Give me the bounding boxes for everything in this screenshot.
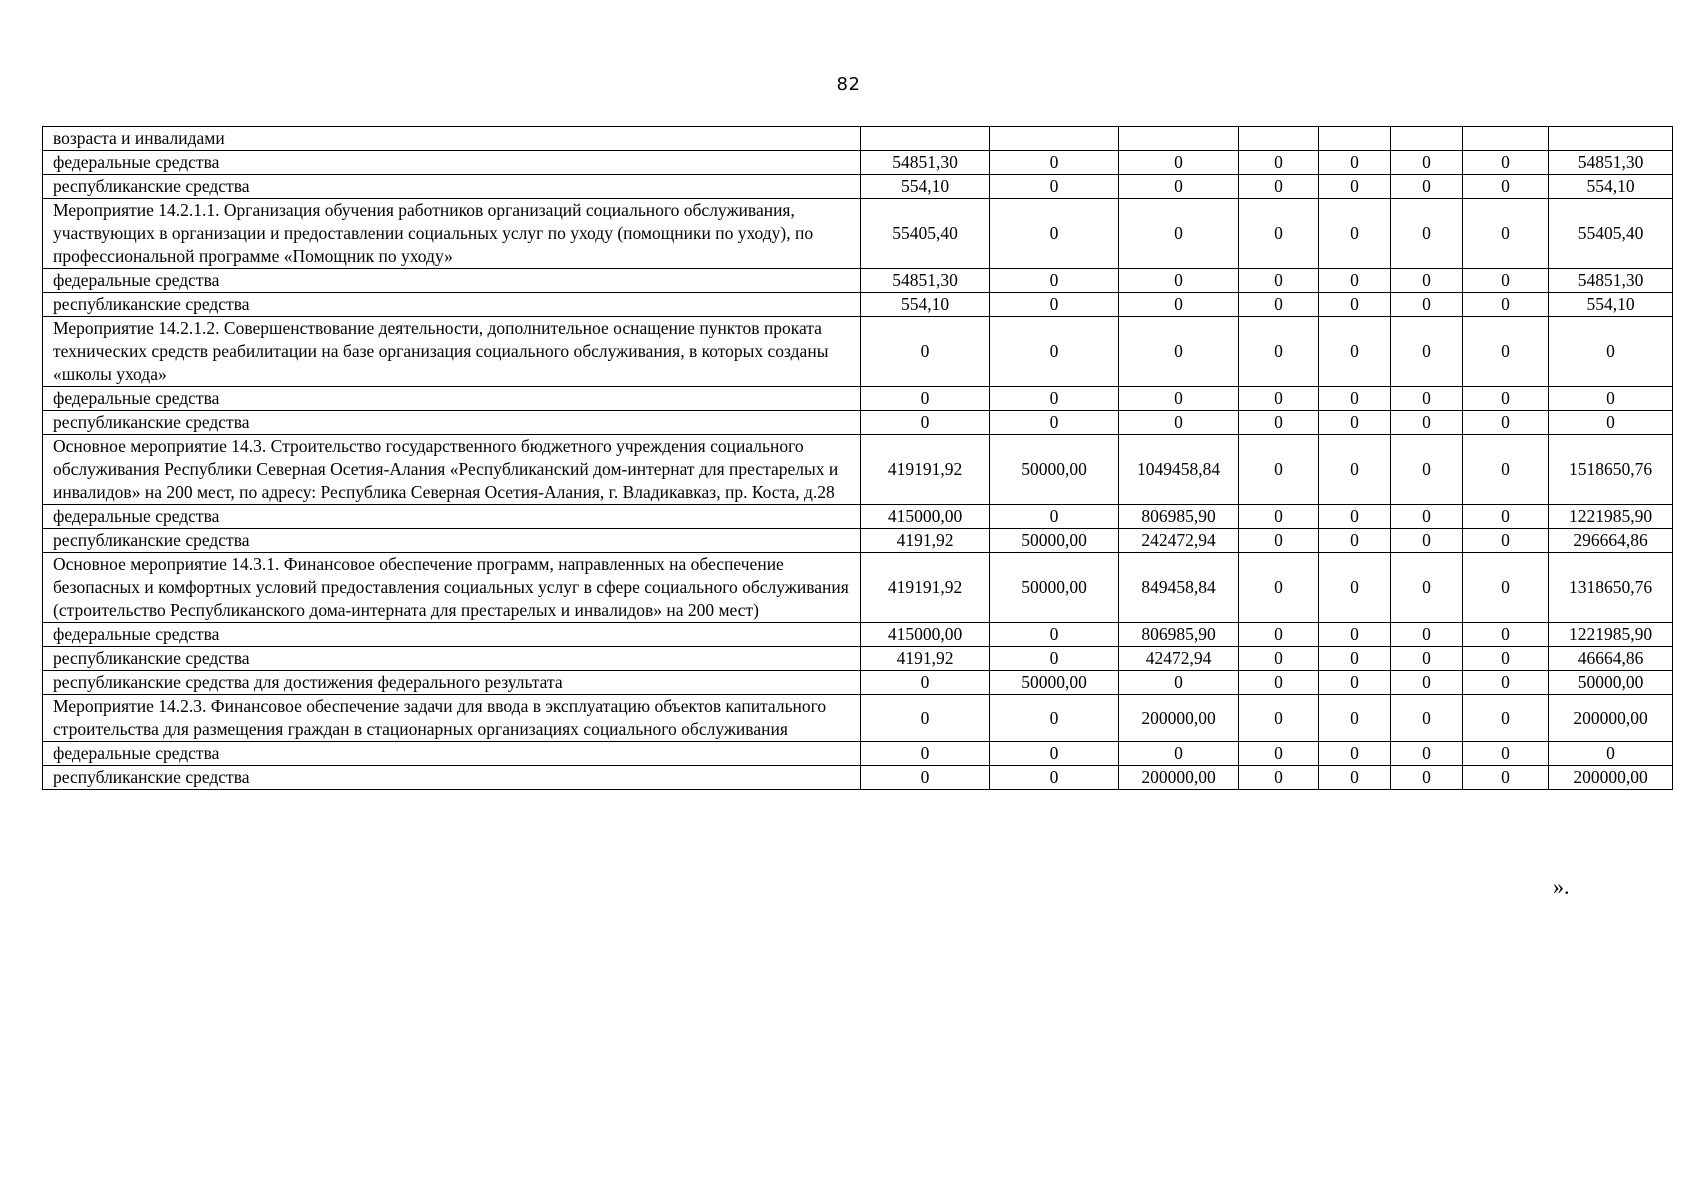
row-value: 0 — [990, 151, 1119, 175]
row-value: 0 — [990, 293, 1119, 317]
row-value: 0 — [1239, 269, 1319, 293]
row-value: 0 — [1319, 317, 1391, 387]
row-value: 0 — [1463, 766, 1549, 790]
row-value — [861, 127, 990, 151]
page-number: 82 — [836, 74, 861, 95]
row-value: 0 — [1463, 151, 1549, 175]
row-value: 0 — [1391, 529, 1463, 553]
row-value: 55405,40 — [861, 199, 990, 269]
row-value: 0 — [1549, 742, 1673, 766]
row-value: 0 — [1391, 553, 1463, 623]
row-value — [1319, 127, 1391, 151]
row-value: 1221985,90 — [1549, 623, 1673, 647]
row-value: 1318650,76 — [1549, 553, 1673, 623]
row-value: 0 — [1239, 766, 1319, 790]
row-value: 0 — [1239, 553, 1319, 623]
row-label: Основное мероприятие 14.3.1. Финансовое обеспечение программ, направленных на обеспечение безопасных и комфортных условий предоставления социальных услуг в сфере социального обслуживания (строительство Республиканского дома-интерната для престарелых и инвалидов» на 200 мест) — [43, 553, 861, 623]
row-value: 0 — [861, 387, 990, 411]
row-value: 0 — [1319, 695, 1391, 742]
row-value: 0 — [1549, 317, 1673, 387]
row-value: 0 — [1391, 623, 1463, 647]
row-value — [1119, 127, 1239, 151]
closing-quote-mark: ». — [1553, 874, 1570, 899]
row-value: 0 — [1463, 529, 1549, 553]
row-value: 0 — [861, 742, 990, 766]
table-row — [43, 671, 1673, 695]
row-value: 0 — [1319, 553, 1391, 623]
row-value: 0 — [1391, 671, 1463, 695]
row-label: федеральные средства — [43, 505, 861, 529]
row-value: 42472,94 — [1119, 647, 1239, 671]
row-value: 0 — [1319, 199, 1391, 269]
row-value: 0 — [1239, 199, 1319, 269]
row-value — [1239, 127, 1319, 151]
row-value: 849458,84 — [1119, 553, 1239, 623]
row-value: 0 — [1463, 671, 1549, 695]
row-value: 0 — [1463, 387, 1549, 411]
row-value: 200000,00 — [1119, 695, 1239, 742]
table-body — [43, 127, 1673, 790]
table-row — [43, 742, 1673, 766]
row-value: 0 — [1119, 742, 1239, 766]
row-value: 46664,86 — [1549, 647, 1673, 671]
row-value: 50000,00 — [990, 671, 1119, 695]
row-value: 0 — [1391, 269, 1463, 293]
row-value: 1518650,76 — [1549, 435, 1673, 505]
row-label: республиканские средства — [43, 529, 861, 553]
row-value: 0 — [1119, 387, 1239, 411]
row-value: 0 — [1391, 317, 1463, 387]
row-label: федеральные средства — [43, 387, 861, 411]
row-value: 0 — [1391, 293, 1463, 317]
row-value: 0 — [990, 647, 1119, 671]
row-value: 0 — [861, 766, 990, 790]
row-value: 0 — [1319, 647, 1391, 671]
row-label: возраста и инвалидами — [43, 127, 861, 151]
row-value: 0 — [1391, 435, 1463, 505]
row-value: 0 — [1239, 293, 1319, 317]
row-label: республиканские средства для достижения федерального результата — [43, 671, 861, 695]
row-value: 200000,00 — [1549, 766, 1673, 790]
row-value: 0 — [1239, 742, 1319, 766]
row-value: 0 — [1391, 695, 1463, 742]
row-value: 55405,40 — [1549, 199, 1673, 269]
row-value: 0 — [1239, 671, 1319, 695]
row-value: 0 — [1119, 411, 1239, 435]
row-value: 0 — [1319, 529, 1391, 553]
row-value: 0 — [1319, 293, 1391, 317]
row-value: 0 — [1119, 671, 1239, 695]
row-value: 0 — [990, 505, 1119, 529]
row-value: 0 — [1239, 695, 1319, 742]
row-value: 50000,00 — [990, 529, 1119, 553]
row-value: 0 — [1239, 529, 1319, 553]
row-value: 0 — [1463, 411, 1549, 435]
row-value: 296664,86 — [1549, 529, 1673, 553]
row-value: 0 — [1391, 647, 1463, 671]
row-value: 0 — [1119, 269, 1239, 293]
row-value: 0 — [1239, 647, 1319, 671]
row-value: 54851,30 — [1549, 151, 1673, 175]
row-value: 0 — [1319, 435, 1391, 505]
row-value: 0 — [1463, 553, 1549, 623]
row-value: 0 — [1463, 269, 1549, 293]
row-value: 554,10 — [861, 293, 990, 317]
row-value — [1549, 127, 1673, 151]
table-row — [43, 766, 1673, 790]
row-value: 0 — [1391, 505, 1463, 529]
table-row — [43, 151, 1673, 175]
row-value: 50000,00 — [990, 553, 1119, 623]
row-value: 200000,00 — [1119, 766, 1239, 790]
row-value: 200000,00 — [1549, 695, 1673, 742]
row-value: 0 — [1319, 742, 1391, 766]
row-value: 0 — [1319, 151, 1391, 175]
table-row — [43, 529, 1673, 553]
row-value: 0 — [861, 671, 990, 695]
row-label: республиканские средства — [43, 766, 861, 790]
row-value: 0 — [1391, 742, 1463, 766]
table-row — [43, 623, 1673, 647]
row-value — [990, 127, 1119, 151]
row-value: 419191,92 — [861, 553, 990, 623]
row-value: 554,10 — [1549, 175, 1673, 199]
row-label: федеральные средства — [43, 623, 861, 647]
row-value: 0 — [1549, 411, 1673, 435]
row-value: 54851,30 — [861, 269, 990, 293]
row-value: 0 — [1239, 175, 1319, 199]
row-value: 54851,30 — [1549, 269, 1673, 293]
row-value: 0 — [1463, 199, 1549, 269]
row-value: 0 — [1239, 411, 1319, 435]
table-row — [43, 647, 1673, 671]
row-value: 4191,92 — [861, 529, 990, 553]
row-label: республиканские средства — [43, 175, 861, 199]
row-value: 0 — [1239, 387, 1319, 411]
row-value: 0 — [1119, 199, 1239, 269]
row-value: 0 — [1319, 269, 1391, 293]
row-value: 0 — [1239, 435, 1319, 505]
table-row — [43, 695, 1673, 742]
row-value: 0 — [861, 317, 990, 387]
row-value: 0 — [1119, 175, 1239, 199]
row-value: 0 — [1463, 435, 1549, 505]
row-value: 0 — [1391, 175, 1463, 199]
row-value: 0 — [990, 269, 1119, 293]
row-value: 50000,00 — [1549, 671, 1673, 695]
row-value: 0 — [990, 742, 1119, 766]
row-value: 0 — [1391, 199, 1463, 269]
row-value: 0 — [1391, 411, 1463, 435]
row-value: 0 — [1319, 411, 1391, 435]
row-value: 0 — [1391, 387, 1463, 411]
row-value: 0 — [1463, 317, 1549, 387]
row-value: 0 — [990, 766, 1119, 790]
row-value: 806985,90 — [1119, 623, 1239, 647]
row-label: республиканские средства — [43, 411, 861, 435]
row-value: 0 — [1391, 151, 1463, 175]
table-row — [43, 387, 1673, 411]
row-value: 0 — [1239, 623, 1319, 647]
row-value: 0 — [1319, 623, 1391, 647]
row-value: 0 — [1319, 505, 1391, 529]
row-value: 1221985,90 — [1549, 505, 1673, 529]
row-value: 0 — [861, 411, 990, 435]
row-value: 419191,92 — [861, 435, 990, 505]
table-row — [43, 505, 1673, 529]
row-value: 0 — [1239, 317, 1319, 387]
row-value — [1463, 127, 1549, 151]
row-value: 554,10 — [861, 175, 990, 199]
row-value: 0 — [1463, 505, 1549, 529]
table-row — [43, 269, 1673, 293]
row-value: 0 — [861, 695, 990, 742]
row-value: 0 — [1463, 623, 1549, 647]
table-row — [43, 435, 1673, 505]
row-value: 4191,92 — [861, 647, 990, 671]
row-value: 0 — [1119, 317, 1239, 387]
row-value: 0 — [1463, 293, 1549, 317]
row-value: 415000,00 — [861, 505, 990, 529]
row-value: 0 — [1319, 387, 1391, 411]
row-label: республиканские средства — [43, 647, 861, 671]
table-row — [43, 293, 1673, 317]
row-value: 0 — [990, 387, 1119, 411]
row-value — [1391, 127, 1463, 151]
table-row — [43, 411, 1673, 435]
row-value: 242472,94 — [1119, 529, 1239, 553]
row-value: 0 — [1549, 387, 1673, 411]
row-value: 0 — [990, 175, 1119, 199]
table-row — [43, 127, 1673, 151]
row-value: 0 — [1119, 293, 1239, 317]
row-value: 0 — [990, 411, 1119, 435]
row-value: 0 — [990, 623, 1119, 647]
row-value: 0 — [1463, 695, 1549, 742]
row-value: 0 — [1119, 151, 1239, 175]
row-value: 0 — [1463, 742, 1549, 766]
row-value: 0 — [990, 695, 1119, 742]
table-row — [43, 553, 1673, 623]
row-label: федеральные средства — [43, 269, 861, 293]
row-value: 0 — [1463, 647, 1549, 671]
row-value: 1049458,84 — [1119, 435, 1239, 505]
row-value: 0 — [1239, 151, 1319, 175]
row-value: 54851,30 — [861, 151, 990, 175]
table-row — [43, 317, 1673, 387]
row-label: Мероприятие 14.2.3. Финансовое обеспечение задачи для ввода в эксплуатацию объектов капитального строительства для размещения граждан в стационарных организациях социального обслуживания — [43, 695, 861, 742]
row-label: республиканские средства — [43, 293, 861, 317]
row-value: 0 — [1319, 671, 1391, 695]
row-label: Мероприятие 14.2.1.2. Совершенствование деятельности, дополнительное оснащение пунктов проката технических средств реабилитации на базе организация социального обслуживания, в которых созданы «школы ухода» — [43, 317, 861, 387]
row-value: 0 — [1463, 175, 1549, 199]
row-value: 0 — [990, 199, 1119, 269]
row-value: 0 — [1319, 175, 1391, 199]
row-label: Основное мероприятие 14.3. Строительство государственного бюджетного учреждения социального обслуживания Республики Северная Осетия-Алания «Республиканский дом-интернат для престарелых и инвалидов» на 200 мест, по адресу: Республика Северная Осетия-Алания, г. Владикавказ, пр. Коста, д.28 — [43, 435, 861, 505]
row-label: федеральные средства — [43, 742, 861, 766]
row-value: 554,10 — [1549, 293, 1673, 317]
row-label: Мероприятие 14.2.1.1. Организация обучения работников организаций социального обслуживания, участвующих в организации и предоставлении социальных услуг по уходу (помощники по уходу), по профессиональной программе «Помощник по уходу» — [43, 199, 861, 269]
row-value: 0 — [990, 317, 1119, 387]
row-value: 0 — [1319, 766, 1391, 790]
row-value: 0 — [1239, 505, 1319, 529]
row-value: 50000,00 — [990, 435, 1119, 505]
table-row — [43, 199, 1673, 269]
row-value: 415000,00 — [861, 623, 990, 647]
row-value: 806985,90 — [1119, 505, 1239, 529]
table-row — [43, 175, 1673, 199]
row-value: 0 — [1391, 766, 1463, 790]
row-label: федеральные средства — [43, 151, 861, 175]
budget-table — [42, 126, 1673, 790]
